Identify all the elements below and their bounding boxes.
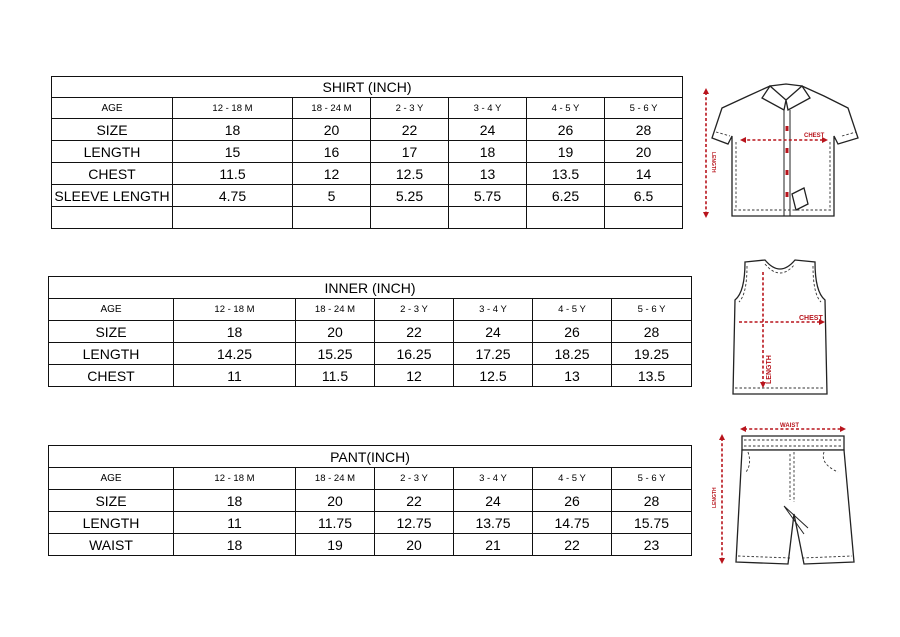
table-cell: 15.25 <box>296 343 375 365</box>
table-cell: 5.25 <box>371 185 449 207</box>
button-icon <box>786 170 789 175</box>
table-cell: 14.25 <box>174 343 296 365</box>
table-row <box>49 321 692 343</box>
row-label: LENGTH <box>49 512 174 534</box>
table-cell: 26 <box>533 490 612 512</box>
row-label: WAIST <box>49 534 174 556</box>
table-cell: 11.5 <box>296 365 375 387</box>
table-cell: 22 <box>371 119 449 141</box>
table-cell: 11.5 <box>173 163 293 185</box>
table-cell: 18.25 <box>533 343 612 365</box>
table-cell: 20 <box>296 490 375 512</box>
chest-label: CHEST <box>799 315 823 322</box>
table-cell: 12 <box>293 163 371 185</box>
table-row <box>49 490 692 512</box>
table-cell: 19.25 <box>612 343 692 365</box>
table-cell: 18 <box>174 321 296 343</box>
table-cell: 20 <box>375 534 454 556</box>
row-label: LENGTH <box>49 343 174 365</box>
table-row <box>49 343 692 365</box>
table-cell: 24 <box>454 321 533 343</box>
table-cell: 22 <box>533 534 612 556</box>
age-column-header: 3 - 4 Y <box>454 299 533 321</box>
pant-waistband <box>742 436 844 450</box>
age-header: AGE <box>49 468 174 490</box>
waist-label: WAIST <box>780 423 799 429</box>
table-cell: 22 <box>375 490 454 512</box>
age-column-header: 3 - 4 Y <box>449 98 527 119</box>
table-cell: 14 <box>605 163 683 185</box>
table-cell: 11 <box>174 512 296 534</box>
table-cell: 26 <box>527 119 605 141</box>
table-cell: 22 <box>375 321 454 343</box>
age-header: AGE <box>49 299 174 321</box>
shirt-table-title: SHIRT (INCH) <box>52 77 683 98</box>
table-row <box>49 534 692 556</box>
table-cell: 6.5 <box>605 185 683 207</box>
table-cell: 13.5 <box>527 163 605 185</box>
length-label: LENGTH <box>766 355 773 384</box>
table-cell: 24 <box>454 490 533 512</box>
table-cell: 19 <box>527 141 605 163</box>
table-cell: 4.75 <box>173 185 293 207</box>
table-cell: 16 <box>293 141 371 163</box>
table-cell: 16.25 <box>375 343 454 365</box>
table-cell: 28 <box>612 490 692 512</box>
table-cell: 14.75 <box>533 512 612 534</box>
age-column-header: 5 - 6 Y <box>612 468 692 490</box>
table-cell: 18 <box>173 119 293 141</box>
table-cell: 28 <box>605 119 683 141</box>
empty-row <box>52 207 683 229</box>
table-cell: 20 <box>293 119 371 141</box>
table-cell: 19 <box>296 534 375 556</box>
age-column-header: 4 - 5 Y <box>527 98 605 119</box>
table-cell: 17.25 <box>454 343 533 365</box>
length-label: LENGTH <box>710 152 716 173</box>
shirt-size-table <box>51 76 683 229</box>
table-cell: 17 <box>371 141 449 163</box>
table-cell: 5.75 <box>449 185 527 207</box>
age-column-header: 2 - 3 Y <box>375 299 454 321</box>
table-cell: 20 <box>296 321 375 343</box>
pant-legs-outline <box>736 450 854 564</box>
table-cell: 18 <box>174 490 296 512</box>
age-column-header: 5 - 6 Y <box>605 98 683 119</box>
age-header: AGE <box>52 98 173 119</box>
age-column-header: 2 - 3 Y <box>375 468 454 490</box>
age-column-header: 12 - 18 M <box>174 299 296 321</box>
inner-table-title: INNER (INCH) <box>49 277 692 299</box>
table-cell: 13 <box>533 365 612 387</box>
chest-label: CHEST <box>804 133 825 139</box>
table-cell: 15.75 <box>612 512 692 534</box>
age-column-header: 12 - 18 M <box>173 98 293 119</box>
table-row <box>52 119 683 141</box>
row-label: LENGTH <box>52 141 173 163</box>
table-row <box>52 185 683 207</box>
table-cell: 12.5 <box>371 163 449 185</box>
table-cell: 18 <box>174 534 296 556</box>
table-row <box>52 163 683 185</box>
table-cell: 12 <box>375 365 454 387</box>
row-label: CHEST <box>52 163 173 185</box>
table-cell: 11 <box>174 365 296 387</box>
table-cell: 12.75 <box>375 512 454 534</box>
table-cell: 18 <box>449 141 527 163</box>
age-column-header: 4 - 5 Y <box>533 468 612 490</box>
pant-size-table <box>48 445 692 556</box>
table-cell: 23 <box>612 534 692 556</box>
table-cell: 13.5 <box>612 365 692 387</box>
age-column-header: 18 - 24 M <box>296 299 375 321</box>
button-icon <box>786 126 789 131</box>
age-column-header: 2 - 3 Y <box>371 98 449 119</box>
age-column-header: 18 - 24 M <box>293 98 371 119</box>
length-label: LENGTH <box>712 487 718 508</box>
table-cell: 26 <box>533 321 612 343</box>
age-column-header: 4 - 5 Y <box>533 299 612 321</box>
table-row <box>52 141 683 163</box>
table-cell: 28 <box>612 321 692 343</box>
table-cell: 6.25 <box>527 185 605 207</box>
table-cell: 24 <box>449 119 527 141</box>
table-cell: 13 <box>449 163 527 185</box>
age-column-header: 3 - 4 Y <box>454 468 533 490</box>
button-icon <box>786 192 789 197</box>
age-column-header: 5 - 6 Y <box>612 299 692 321</box>
row-label: SLEEVE LENGTH <box>52 185 173 207</box>
shirt-diagram <box>700 78 870 228</box>
vest-body-outline <box>733 260 827 394</box>
age-column-header: 12 - 18 M <box>174 468 296 490</box>
button-icon <box>786 148 789 153</box>
table-row <box>49 512 692 534</box>
table-row <box>49 365 692 387</box>
pant-table-title: PANT(INCH) <box>49 446 692 468</box>
row-label: SIZE <box>49 321 174 343</box>
table-cell: 13.75 <box>454 512 533 534</box>
pant-diagram <box>712 422 862 572</box>
table-cell: 21 <box>454 534 533 556</box>
table-cell: 20 <box>605 141 683 163</box>
row-label: CHEST <box>49 365 174 387</box>
inner-size-table <box>48 276 692 387</box>
age-column-header: 18 - 24 M <box>296 468 375 490</box>
row-label: SIZE <box>52 119 173 141</box>
table-cell: 15 <box>173 141 293 163</box>
inner-diagram <box>725 256 835 401</box>
table-cell: 5 <box>293 185 371 207</box>
table-cell: 12.5 <box>454 365 533 387</box>
table-cell: 11.75 <box>296 512 375 534</box>
row-label: SIZE <box>49 490 174 512</box>
